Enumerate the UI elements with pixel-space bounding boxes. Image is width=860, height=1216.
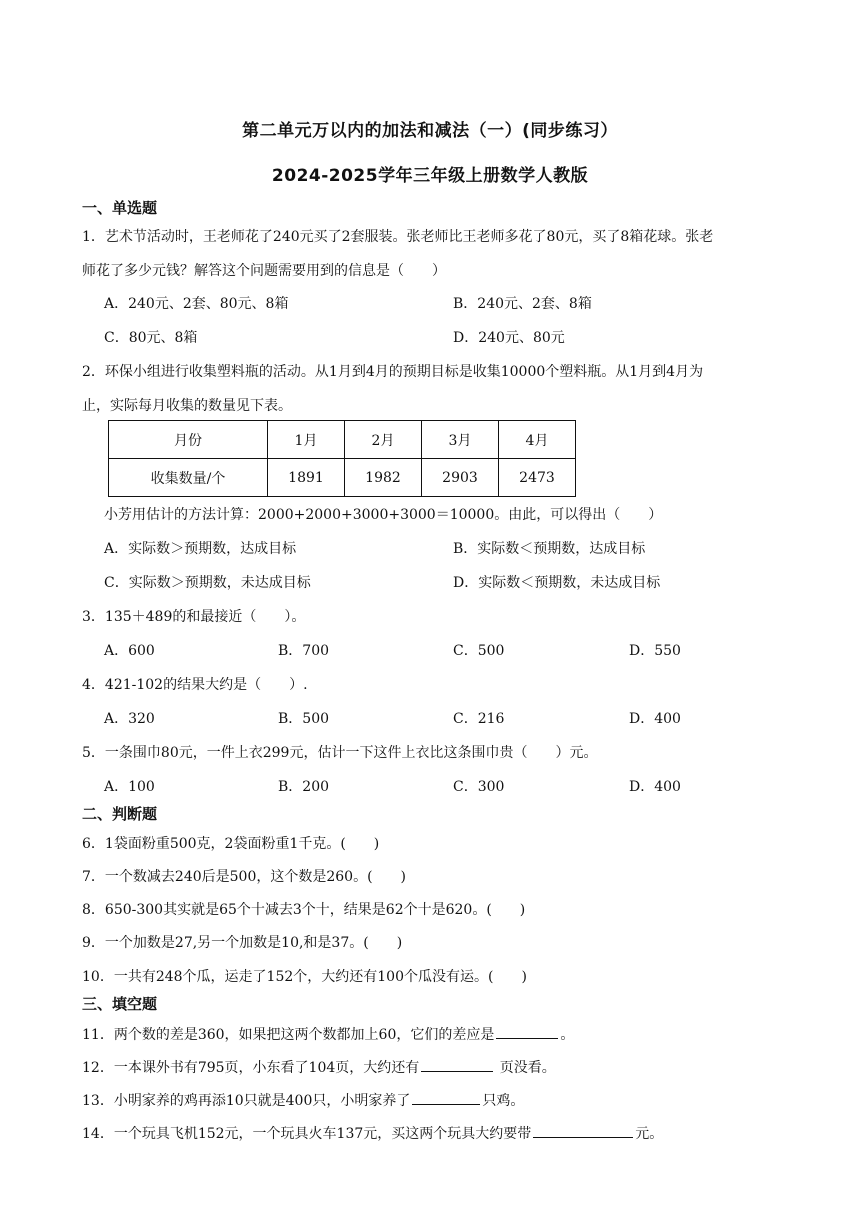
question-14-text: 14．一个玩具飞机152元，一个玩具火车137元，买这两个玩具大约要带 <box>82 1126 532 1142</box>
question-11-text: 11．两个数的差是360，如果把这两个数都加上60，它们的差应是 <box>82 1027 495 1043</box>
table-cell: 1982 <box>345 459 422 497</box>
question-9: 9．一个加数是27,另一个加数是10,和是37。( ) <box>82 935 403 951</box>
question-4-option-c: C．216 <box>453 711 505 727</box>
table-cell: 1月 <box>268 421 345 459</box>
question-1-option-b: B．240元、2套、8箱 <box>453 296 592 312</box>
table-cell: 2903 <box>422 459 499 497</box>
question-2-line-2: 止，实际每月收集的数量见下表。 <box>82 398 292 414</box>
section-heading-single-choice: 一、单选题 <box>82 199 158 217</box>
question-3: 3．135＋489的和最接近（ ）。 <box>82 609 306 625</box>
question-1-option-d: D．240元、80元 <box>453 330 565 346</box>
question-11 <box>82 1024 574 1044</box>
collection-table <box>108 420 576 497</box>
question-5-option-a: A．100 <box>104 779 155 795</box>
answer-blank[interactable] <box>496 1024 558 1039</box>
question-2-option-c: C．实际数＞预期数，未达成目标 <box>104 575 311 591</box>
question-2-option-d: D．实际数＜预期数，未达成目标 <box>453 575 661 591</box>
question-1-line-1: 1．艺术节活动时，王老师花了240元买了2套服装。张老师比王老师多花了80元，买了8箱花球。张老 <box>82 229 714 245</box>
question-12-suffix: 页没看。 <box>495 1060 556 1076</box>
table-cell: 收集数量/个 <box>109 459 268 497</box>
table-cell: 3月 <box>422 421 499 459</box>
question-12-text: 12．一本课外书有795页，小东看了104页，大约还有 <box>82 1060 420 1076</box>
question-11-suffix: 。 <box>560 1027 575 1043</box>
answer-blank[interactable] <box>421 1057 493 1072</box>
question-12 <box>82 1057 556 1077</box>
question-5: 5．一条围巾80元，一件上衣299元，估计一下这件上衣比这条围巾贵（ ）元。 <box>82 745 598 761</box>
table-cell: 4月 <box>499 421 576 459</box>
question-6: 6．1袋面粉重500克，2袋面粉重1千克。( ) <box>82 836 380 852</box>
question-3-option-b: B．700 <box>278 643 330 659</box>
table-cell: 2473 <box>499 459 576 497</box>
section-heading-judgement: 二、判断题 <box>82 805 158 823</box>
question-7: 7．一个数减去240后是500，这个数是260。( ) <box>82 869 406 885</box>
question-5-option-c: C．300 <box>453 779 505 795</box>
section-heading-fill-blank: 三、填空题 <box>82 995 158 1013</box>
answer-blank[interactable] <box>412 1090 480 1105</box>
question-13-suffix: 只鸡。 <box>482 1093 525 1109</box>
question-1-option-c: C．80元、8箱 <box>104 330 198 346</box>
table-cell: 1891 <box>268 459 345 497</box>
question-1-option-a: A．240元、2套、80元、8箱 <box>104 296 289 312</box>
question-13 <box>82 1090 524 1110</box>
question-1-line-2: 师花了多少元钱？解答这个问题需要用到的信息是（ ） <box>82 263 446 279</box>
question-4-option-d: D．400 <box>629 711 681 727</box>
question-10: 10．一共有248个瓜，运走了152个，大约还有100个瓜没有运。( ) <box>82 969 527 985</box>
question-5-option-d: D．400 <box>629 779 681 795</box>
question-4-option-a: A．320 <box>104 711 155 727</box>
question-2-option-a: A．实际数＞预期数，达成目标 <box>104 541 297 557</box>
question-13-text: 13．小明家养的鸡再添10只就是400只，小明家养了 <box>82 1093 411 1109</box>
table-row <box>109 459 576 497</box>
question-8: 8．650-300其实就是65个十减去3个十，结果是62个十是620。( ) <box>82 902 526 918</box>
question-14 <box>82 1123 663 1143</box>
page-title: 第二单元万以内的加法和减法（一）(同步练习） <box>242 121 618 141</box>
question-2-line-3: 小芳用估计的方法计算：2000+2000+3000+3000＝10000。由此，可以得出（ ） <box>104 507 663 523</box>
question-2-option-b: B．实际数＜预期数，达成目标 <box>453 541 646 557</box>
question-3-option-a: A．600 <box>104 643 155 659</box>
question-2-line-1: 2．环保小组进行收集塑料瓶的活动。从1月到4月的预期目标是收集10000个塑料瓶。从1月到4月为 <box>82 364 704 380</box>
table-cell: 2月 <box>345 421 422 459</box>
question-3-option-d: D．550 <box>629 643 681 659</box>
question-4-option-b: B．500 <box>278 711 330 727</box>
question-4: 4．421-102的结果大约是（ ）. <box>82 677 308 693</box>
question-5-option-b: B．200 <box>278 779 330 795</box>
question-3-option-c: C．500 <box>453 643 505 659</box>
answer-blank[interactable] <box>533 1123 633 1138</box>
table-header-row <box>109 421 576 459</box>
page-subtitle: 2024-2025学年三年级上册数学人教版 <box>271 166 589 186</box>
question-14-suffix: 元。 <box>635 1126 664 1142</box>
table-cell: 月份 <box>109 421 268 459</box>
